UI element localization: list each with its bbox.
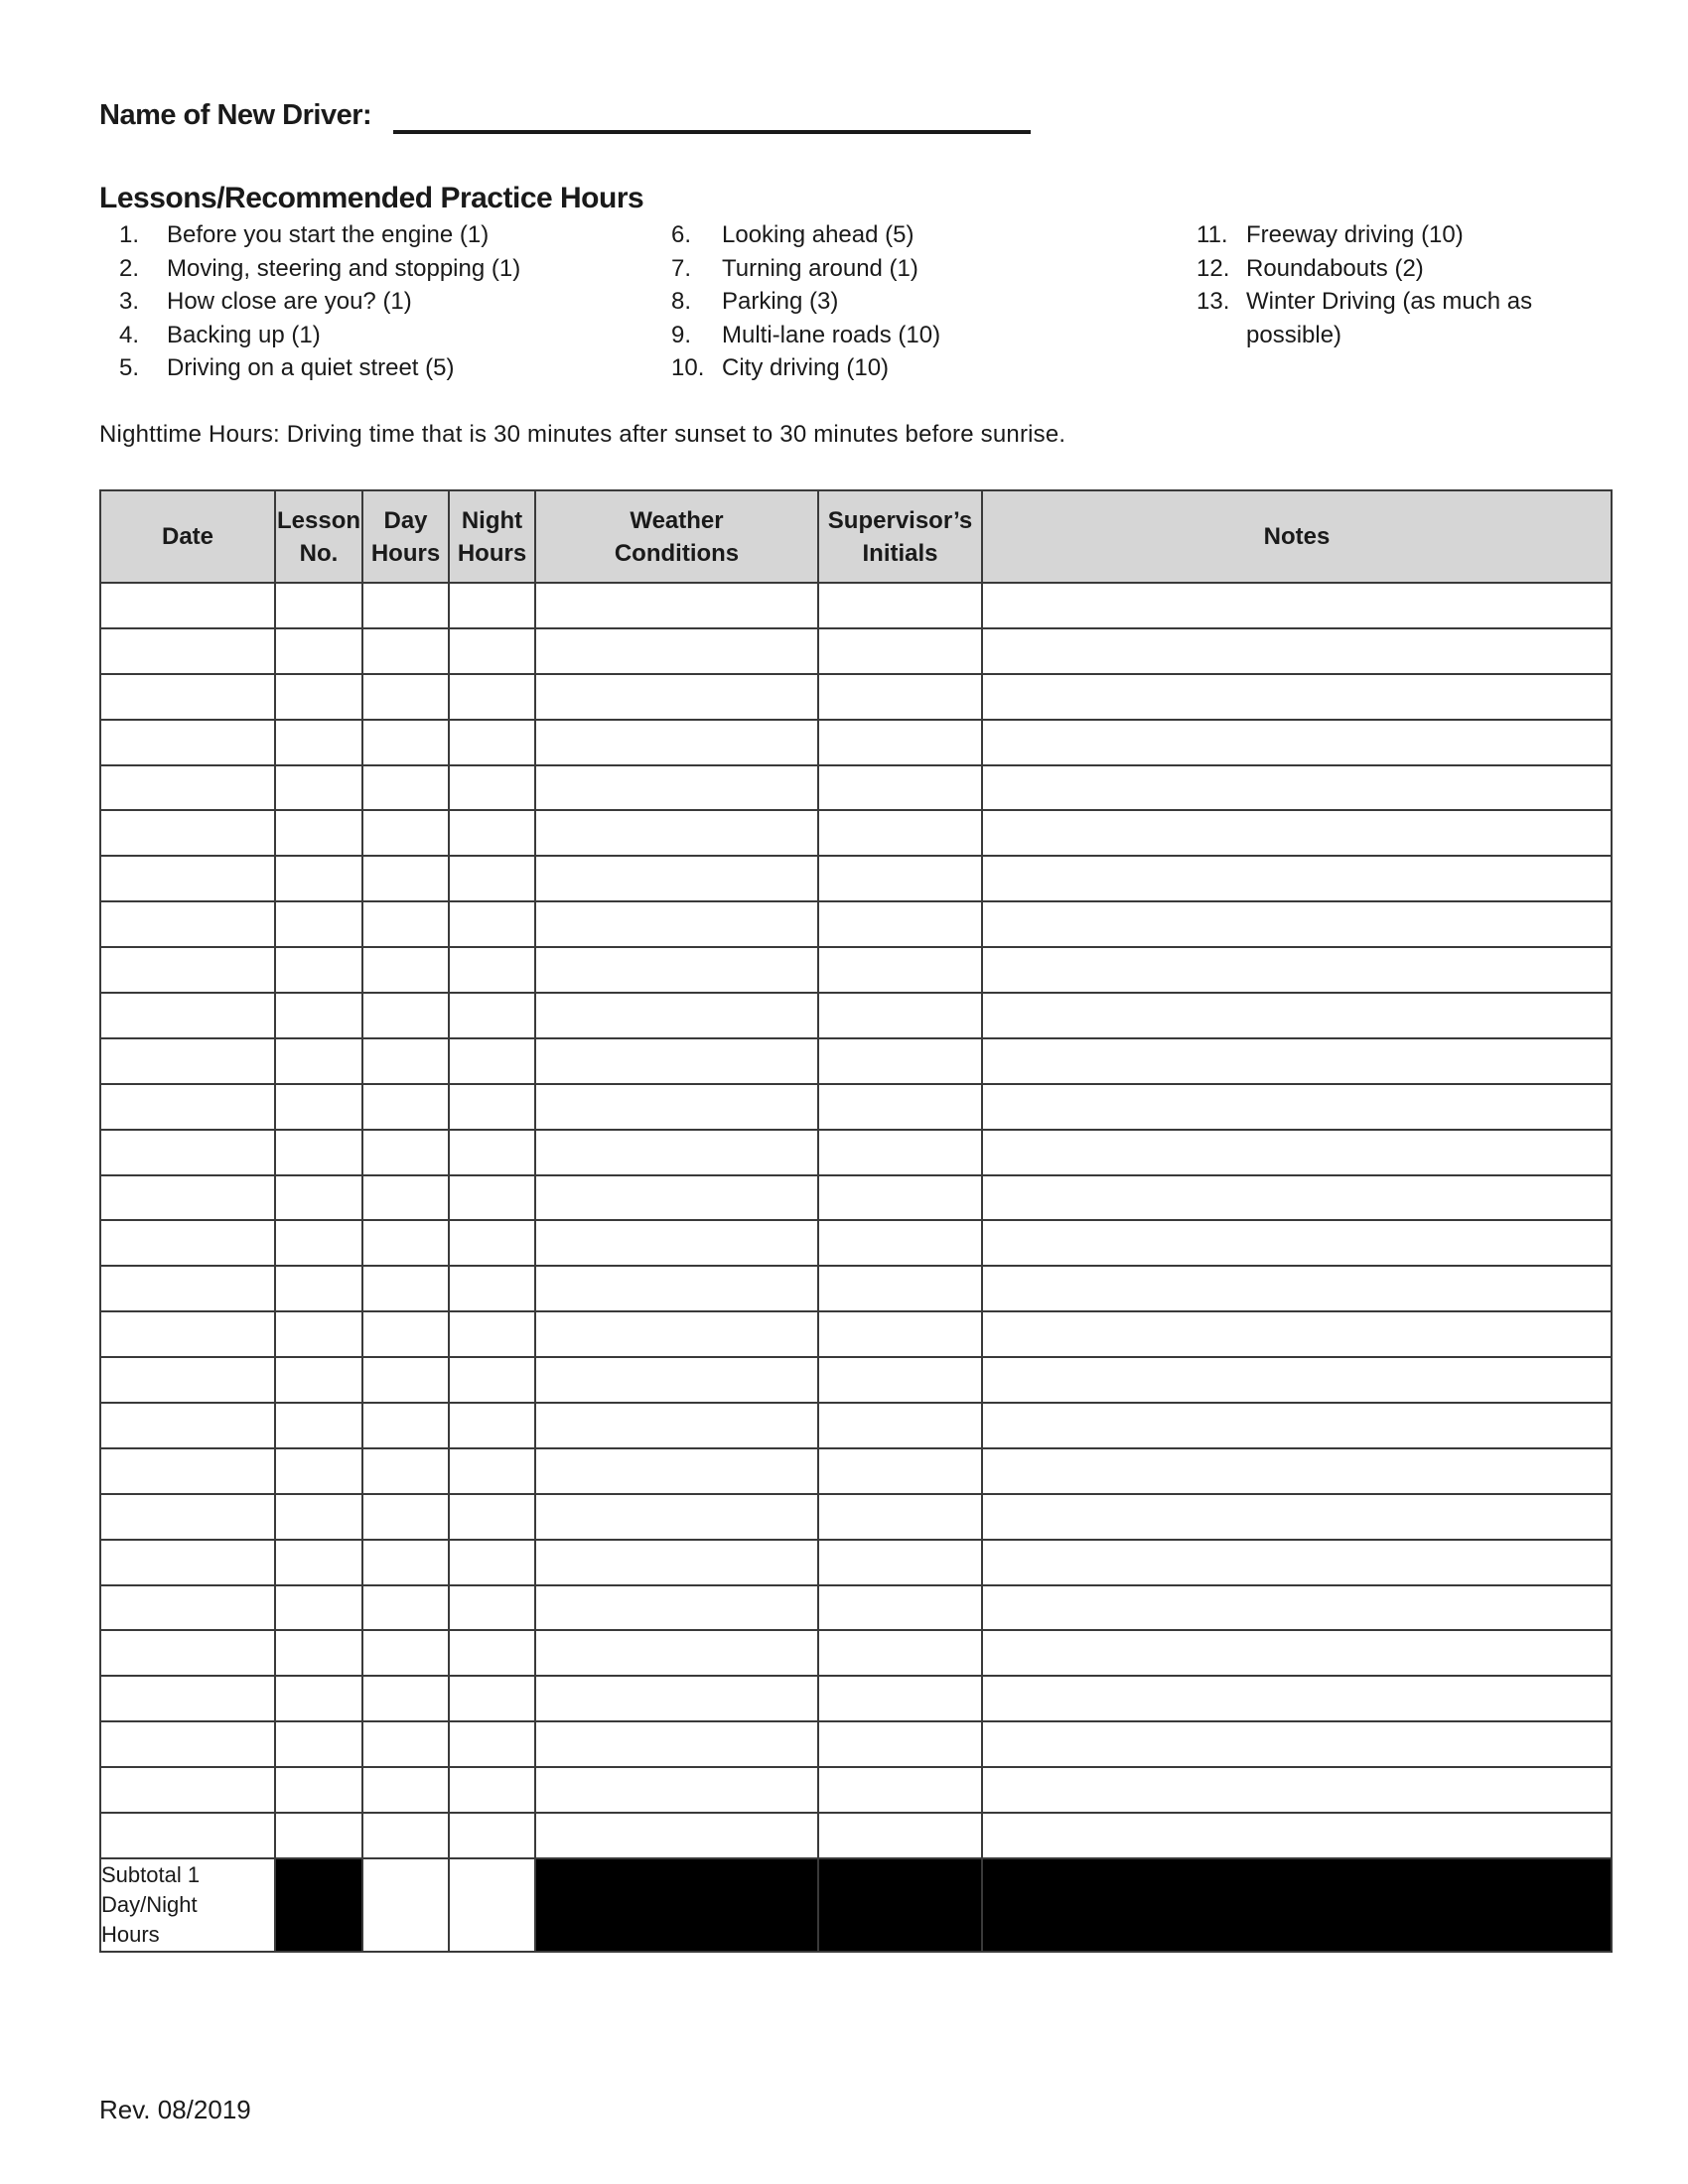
cell-date[interactable] — [100, 1220, 275, 1266]
cell-weather-conditions[interactable] — [535, 765, 818, 811]
table-row — [100, 1448, 1612, 1494]
cell-notes[interactable] — [982, 810, 1612, 856]
cell-weather-conditions[interactable] — [535, 674, 818, 720]
lesson-number: 6. — [671, 221, 692, 248]
cell-supervisors-initials[interactable] — [818, 1448, 982, 1494]
cell-supervisors-initials[interactable] — [818, 1403, 982, 1448]
cell-date[interactable] — [100, 628, 275, 674]
table-row — [100, 856, 1612, 901]
cell-day-hours[interactable] — [362, 1585, 449, 1631]
cell-lesson-no[interactable] — [275, 1130, 362, 1175]
cell-date[interactable] — [100, 1130, 275, 1175]
cell-weather-conditions[interactable] — [535, 628, 818, 674]
cell-supervisors-initials[interactable] — [818, 1767, 982, 1813]
cell-day-hours[interactable] — [362, 901, 449, 947]
cell-lesson-no[interactable] — [275, 1676, 362, 1721]
table-row — [100, 993, 1612, 1038]
nighttime-hours-note: Nighttime Hours: Driving time that is 30 minutes after sunset to 30 minutes before sunrise. — [99, 421, 1066, 448]
table-row — [100, 1266, 1612, 1311]
lesson-number: 8. — [671, 288, 692, 315]
cell-notes[interactable] — [982, 1357, 1612, 1403]
lesson-text: Moving, steering and stopping (1) — [167, 254, 521, 282]
cell-date[interactable] — [100, 1494, 275, 1540]
subtotal-cell-day-hours[interactable] — [362, 1858, 449, 1952]
subtotal-row — [100, 1858, 1612, 1952]
cell-date[interactable] — [100, 901, 275, 947]
cell-weather-conditions[interactable] — [535, 1266, 818, 1311]
cell-night-hours[interactable] — [449, 674, 535, 720]
cell-night-hours[interactable] — [449, 765, 535, 811]
cell-day-hours[interactable] — [362, 720, 449, 765]
cell-weather-conditions[interactable] — [535, 1813, 818, 1858]
column-header-line: Supervisor’s — [827, 506, 973, 534]
table-row — [100, 674, 1612, 720]
cell-night-hours[interactable] — [449, 1813, 535, 1858]
lesson-text: Driving on a quiet street (5) — [167, 354, 455, 381]
subtotal-blacked-weather-conditions — [535, 1858, 818, 1952]
table-row — [100, 628, 1612, 674]
cell-night-hours[interactable] — [449, 993, 535, 1038]
cell-night-hours[interactable] — [449, 583, 535, 628]
table-row — [100, 947, 1612, 993]
cell-supervisors-initials[interactable] — [818, 1220, 982, 1266]
lesson-number: 12. — [1196, 254, 1230, 282]
lesson-text: City driving (10) — [722, 354, 890, 381]
cell-notes[interactable] — [982, 1175, 1612, 1221]
cell-night-hours[interactable] — [449, 1448, 535, 1494]
cell-lesson-no[interactable] — [275, 583, 362, 628]
cell-night-hours[interactable] — [449, 1357, 535, 1403]
cell-notes[interactable] — [982, 1130, 1612, 1175]
lesson-text: How close are you? (1) — [167, 288, 412, 315]
table-row — [100, 1175, 1612, 1221]
lesson-number: 2. — [119, 254, 140, 282]
subtotal-blacked-notes — [982, 1858, 1612, 1952]
cell-date[interactable] — [100, 674, 275, 720]
driver-name-label: Name of New Driver: — [99, 99, 372, 131]
cell-day-hours[interactable] — [362, 1130, 449, 1175]
cell-day-hours[interactable] — [362, 1403, 449, 1448]
cell-day-hours[interactable] — [362, 1311, 449, 1357]
cell-date[interactable] — [100, 1540, 275, 1585]
column-header-line: Lesson — [276, 506, 361, 534]
cell-day-hours[interactable] — [362, 1630, 449, 1676]
column-header-supervisors-initials — [818, 490, 982, 583]
cell-day-hours[interactable] — [362, 1084, 449, 1130]
cell-lesson-no[interactable] — [275, 1220, 362, 1266]
cell-night-hours[interactable] — [449, 856, 535, 901]
cell-lesson-no[interactable] — [275, 1266, 362, 1311]
table-row — [100, 1630, 1612, 1676]
table-row — [100, 1721, 1612, 1767]
cell-night-hours[interactable] — [449, 1494, 535, 1540]
cell-date[interactable] — [100, 1357, 275, 1403]
cell-day-hours[interactable] — [362, 1767, 449, 1813]
cell-night-hours[interactable] — [449, 1721, 535, 1767]
cell-night-hours[interactable] — [449, 1038, 535, 1084]
cell-lesson-no[interactable] — [275, 1767, 362, 1813]
cell-notes[interactable] — [982, 901, 1612, 947]
cell-date[interactable] — [100, 1448, 275, 1494]
lesson-text: Looking ahead (5) — [722, 221, 914, 248]
cell-supervisors-initials[interactable] — [818, 765, 982, 811]
column-header-line: Notes — [1263, 523, 1331, 550]
cell-date[interactable] — [100, 583, 275, 628]
column-header-line: Initials — [862, 539, 938, 567]
cell-lesson-no[interactable] — [275, 1721, 362, 1767]
cell-supervisors-initials[interactable] — [818, 1540, 982, 1585]
cell-date[interactable] — [100, 1175, 275, 1221]
cell-night-hours[interactable] — [449, 1767, 535, 1813]
lesson-number: 3. — [119, 288, 140, 315]
lessons-heading: Lessons/Recommended Practice Hours — [99, 182, 644, 214]
column-header-date — [100, 490, 275, 583]
cell-date[interactable] — [100, 1311, 275, 1357]
cell-weather-conditions[interactable] — [535, 901, 818, 947]
cell-lesson-no[interactable] — [275, 1630, 362, 1676]
cell-lesson-no[interactable] — [275, 1448, 362, 1494]
cell-supervisors-initials[interactable] — [818, 1630, 982, 1676]
cell-weather-conditions[interactable] — [535, 1721, 818, 1767]
cell-day-hours[interactable] — [362, 674, 449, 720]
cell-weather-conditions[interactable] — [535, 993, 818, 1038]
cell-notes[interactable] — [982, 1403, 1612, 1448]
cell-date[interactable] — [100, 1038, 275, 1084]
table-row — [100, 810, 1612, 856]
table-row — [100, 901, 1612, 947]
cell-day-hours[interactable] — [362, 1038, 449, 1084]
column-header-line: No. — [299, 539, 339, 567]
cell-supervisors-initials[interactable] — [818, 1175, 982, 1221]
cell-notes[interactable] — [982, 1266, 1612, 1311]
practice-log-table — [99, 489, 1613, 1953]
lesson-text: Parking (3) — [722, 288, 839, 315]
cell-notes[interactable] — [982, 1220, 1612, 1266]
cell-night-hours[interactable] — [449, 1540, 535, 1585]
column-header-line: Hours — [370, 539, 441, 567]
column-header-line: Date — [161, 523, 214, 550]
table-row — [100, 583, 1612, 628]
cell-weather-conditions[interactable] — [535, 1494, 818, 1540]
cell-weather-conditions[interactable] — [535, 1767, 818, 1813]
cell-notes[interactable] — [982, 856, 1612, 901]
cell-night-hours[interactable] — [449, 1630, 535, 1676]
cell-lesson-no[interactable] — [275, 901, 362, 947]
cell-supervisors-initials[interactable] — [818, 1721, 982, 1767]
cell-night-hours[interactable] — [449, 720, 535, 765]
lesson-number: 4. — [119, 321, 140, 348]
table-header-row — [100, 490, 1612, 583]
table-row — [100, 720, 1612, 765]
subtotal-blacked-supervisors-initials — [818, 1858, 982, 1952]
lesson-text: Turning around (1) — [722, 254, 918, 282]
cell-notes[interactable] — [982, 1676, 1612, 1721]
cell-day-hours[interactable] — [362, 765, 449, 811]
cell-lesson-no[interactable] — [275, 765, 362, 811]
cell-notes[interactable] — [982, 1084, 1612, 1130]
table-row — [100, 1767, 1612, 1813]
cell-notes[interactable] — [982, 1813, 1612, 1858]
cell-supervisors-initials[interactable] — [818, 628, 982, 674]
cell-supervisors-initials[interactable] — [818, 583, 982, 628]
column-header-line: Night — [461, 506, 523, 534]
cell-night-hours[interactable] — [449, 1311, 535, 1357]
column-header-line: Day — [383, 506, 428, 534]
cell-lesson-no[interactable] — [275, 1311, 362, 1357]
lesson-text-continued: possible) — [1246, 321, 1342, 348]
cell-weather-conditions[interactable] — [535, 1084, 818, 1130]
cell-notes[interactable] — [982, 628, 1612, 674]
cell-notes[interactable] — [982, 1038, 1612, 1084]
cell-lesson-no[interactable] — [275, 1357, 362, 1403]
cell-weather-conditions[interactable] — [535, 583, 818, 628]
cell-supervisors-initials[interactable] — [818, 810, 982, 856]
lesson-text: Freeway driving (10) — [1246, 221, 1464, 248]
cell-lesson-no[interactable] — [275, 947, 362, 993]
cell-lesson-no[interactable] — [275, 1540, 362, 1585]
cell-day-hours[interactable] — [362, 1676, 449, 1721]
cell-day-hours[interactable] — [362, 1448, 449, 1494]
cell-night-hours[interactable] — [449, 1130, 535, 1175]
cell-date[interactable] — [100, 856, 275, 901]
cell-supervisors-initials[interactable] — [818, 1311, 982, 1357]
cell-supervisors-initials[interactable] — [818, 901, 982, 947]
lesson-number: 11. — [1196, 221, 1228, 248]
table-row — [100, 1403, 1612, 1448]
cell-supervisors-initials[interactable] — [818, 947, 982, 993]
cell-supervisors-initials[interactable] — [818, 1813, 982, 1858]
cell-date[interactable] — [100, 1585, 275, 1631]
lesson-number: 10. — [671, 354, 705, 381]
cell-weather-conditions[interactable] — [535, 1448, 818, 1494]
cell-notes[interactable] — [982, 1448, 1612, 1494]
cell-date[interactable] — [100, 1767, 275, 1813]
cell-night-hours[interactable] — [449, 1585, 535, 1631]
cell-date[interactable] — [100, 1813, 275, 1858]
cell-night-hours[interactable] — [449, 628, 535, 674]
cell-lesson-no[interactable] — [275, 674, 362, 720]
table-row — [100, 1084, 1612, 1130]
subtotal-label-line: Day/Night — [101, 1891, 198, 1917]
lesson-number: 5. — [119, 354, 140, 381]
cell-weather-conditions[interactable] — [535, 856, 818, 901]
cell-lesson-no[interactable] — [275, 810, 362, 856]
table-row — [100, 1130, 1612, 1175]
table-row — [100, 1038, 1612, 1084]
cell-weather-conditions[interactable] — [535, 1130, 818, 1175]
lesson-number: 13. — [1196, 288, 1230, 315]
cell-lesson-no[interactable] — [275, 993, 362, 1038]
cell-weather-conditions[interactable] — [535, 1676, 818, 1721]
table-row — [100, 765, 1612, 811]
cell-date[interactable] — [100, 1084, 275, 1130]
cell-date[interactable] — [100, 1630, 275, 1676]
cell-lesson-no[interactable] — [275, 1084, 362, 1130]
cell-day-hours[interactable] — [362, 856, 449, 901]
cell-night-hours[interactable] — [449, 1676, 535, 1721]
cell-weather-conditions[interactable] — [535, 1220, 818, 1266]
subtotal-cell-night-hours[interactable] — [449, 1858, 535, 1952]
cell-notes[interactable] — [982, 765, 1612, 811]
column-header-lesson-no — [275, 490, 362, 583]
cell-weather-conditions[interactable] — [535, 1403, 818, 1448]
cell-night-hours[interactable] — [449, 1266, 535, 1311]
column-header-line: Hours — [457, 539, 527, 567]
cell-day-hours[interactable] — [362, 1266, 449, 1311]
cell-lesson-no[interactable] — [275, 1494, 362, 1540]
driver-name-field[interactable] — [393, 130, 1031, 134]
cell-day-hours[interactable] — [362, 1494, 449, 1540]
table-row — [100, 1676, 1612, 1721]
cell-day-hours[interactable] — [362, 993, 449, 1038]
cell-day-hours[interactable] — [362, 583, 449, 628]
cell-weather-conditions[interactable] — [535, 1357, 818, 1403]
cell-weather-conditions[interactable] — [535, 1311, 818, 1357]
cell-supervisors-initials[interactable] — [818, 993, 982, 1038]
table-row — [100, 1220, 1612, 1266]
cell-date[interactable] — [100, 720, 275, 765]
cell-night-hours[interactable] — [449, 1175, 535, 1221]
cell-night-hours[interactable] — [449, 947, 535, 993]
cell-notes[interactable] — [982, 993, 1612, 1038]
lesson-text: Multi-lane roads (10) — [722, 321, 941, 348]
revision-date: Rev. 08/2019 — [99, 2095, 251, 2124]
cell-weather-conditions[interactable] — [535, 1038, 818, 1084]
cell-lesson-no[interactable] — [275, 1813, 362, 1858]
cell-day-hours[interactable] — [362, 628, 449, 674]
cell-date[interactable] — [100, 1721, 275, 1767]
cell-night-hours[interactable] — [449, 901, 535, 947]
lesson-text: Winter Driving (as much as — [1246, 288, 1533, 315]
cell-lesson-no[interactable] — [275, 1175, 362, 1221]
cell-night-hours[interactable] — [449, 1220, 535, 1266]
cell-day-hours[interactable] — [362, 1540, 449, 1585]
cell-day-hours[interactable] — [362, 1813, 449, 1858]
cell-notes[interactable] — [982, 1585, 1612, 1631]
column-header-line: Conditions — [614, 539, 740, 567]
cell-date[interactable] — [100, 1403, 275, 1448]
cell-notes[interactable] — [982, 1494, 1612, 1540]
lesson-number: 1. — [119, 221, 140, 248]
cell-date[interactable] — [100, 993, 275, 1038]
table-row — [100, 1357, 1612, 1403]
cell-weather-conditions[interactable] — [535, 947, 818, 993]
column-header-day-hours — [362, 490, 449, 583]
cell-date[interactable] — [100, 765, 275, 811]
subtotal-label-line: Subtotal 1 — [101, 1861, 201, 1887]
cell-day-hours[interactable] — [362, 1220, 449, 1266]
cell-weather-conditions[interactable] — [535, 1540, 818, 1585]
table-row — [100, 1311, 1612, 1357]
cell-date[interactable] — [100, 810, 275, 856]
cell-lesson-no[interactable] — [275, 720, 362, 765]
cell-supervisors-initials[interactable] — [818, 1130, 982, 1175]
cell-supervisors-initials[interactable] — [818, 1357, 982, 1403]
cell-notes[interactable] — [982, 720, 1612, 765]
lesson-text: Before you start the engine (1) — [167, 221, 490, 248]
cell-lesson-no[interactable] — [275, 1403, 362, 1448]
table-row — [100, 1585, 1612, 1631]
cell-notes[interactable] — [982, 1540, 1612, 1585]
cell-lesson-no[interactable] — [275, 1038, 362, 1084]
cell-date[interactable] — [100, 1266, 275, 1311]
column-header-notes — [982, 490, 1612, 583]
subtotal-blacked-lesson-no — [275, 1858, 362, 1952]
cell-notes[interactable] — [982, 1767, 1612, 1813]
lesson-number: 7. — [671, 254, 692, 282]
cell-weather-conditions[interactable] — [535, 720, 818, 765]
cell-supervisors-initials[interactable] — [818, 720, 982, 765]
column-header-night-hours — [449, 490, 535, 583]
subtotal-label — [100, 1858, 275, 1952]
column-header-weather-conditions — [535, 490, 818, 583]
cell-day-hours[interactable] — [362, 1721, 449, 1767]
cell-supervisors-initials[interactable] — [818, 856, 982, 901]
cell-weather-conditions[interactable] — [535, 1175, 818, 1221]
cell-notes[interactable] — [982, 1311, 1612, 1357]
cell-date[interactable] — [100, 1676, 275, 1721]
cell-night-hours[interactable] — [449, 1403, 535, 1448]
table-row — [100, 1813, 1612, 1858]
cell-night-hours[interactable] — [449, 1084, 535, 1130]
cell-lesson-no[interactable] — [275, 856, 362, 901]
cell-notes[interactable] — [982, 947, 1612, 993]
cell-weather-conditions[interactable] — [535, 1585, 818, 1631]
cell-supervisors-initials[interactable] — [818, 1266, 982, 1311]
lesson-number: 9. — [671, 321, 692, 348]
table-row — [100, 1494, 1612, 1540]
cell-weather-conditions[interactable] — [535, 810, 818, 856]
cell-date[interactable] — [100, 947, 275, 993]
cell-notes[interactable] — [982, 1630, 1612, 1676]
cell-lesson-no[interactable] — [275, 1585, 362, 1631]
column-header-line: Weather — [630, 506, 724, 534]
cell-day-hours[interactable] — [362, 1175, 449, 1221]
cell-night-hours[interactable] — [449, 810, 535, 856]
cell-supervisors-initials[interactable] — [818, 1038, 982, 1084]
cell-notes[interactable] — [982, 583, 1612, 628]
cell-notes[interactable] — [982, 1721, 1612, 1767]
table-row — [100, 1540, 1612, 1585]
cell-day-hours[interactable] — [362, 947, 449, 993]
lesson-text: Roundabouts (2) — [1246, 254, 1424, 282]
cell-supervisors-initials[interactable] — [818, 1676, 982, 1721]
lesson-text: Backing up (1) — [167, 321, 321, 348]
cell-lesson-no[interactable] — [275, 628, 362, 674]
cell-notes[interactable] — [982, 674, 1612, 720]
cell-supervisors-initials[interactable] — [818, 674, 982, 720]
subtotal-label-line: Hours — [101, 1921, 160, 1947]
cell-weather-conditions[interactable] — [535, 1630, 818, 1676]
cell-day-hours[interactable] — [362, 810, 449, 856]
cell-supervisors-initials[interactable] — [818, 1494, 982, 1540]
cell-supervisors-initials[interactable] — [818, 1585, 982, 1631]
cell-day-hours[interactable] — [362, 1357, 449, 1403]
cell-supervisors-initials[interactable] — [818, 1084, 982, 1130]
